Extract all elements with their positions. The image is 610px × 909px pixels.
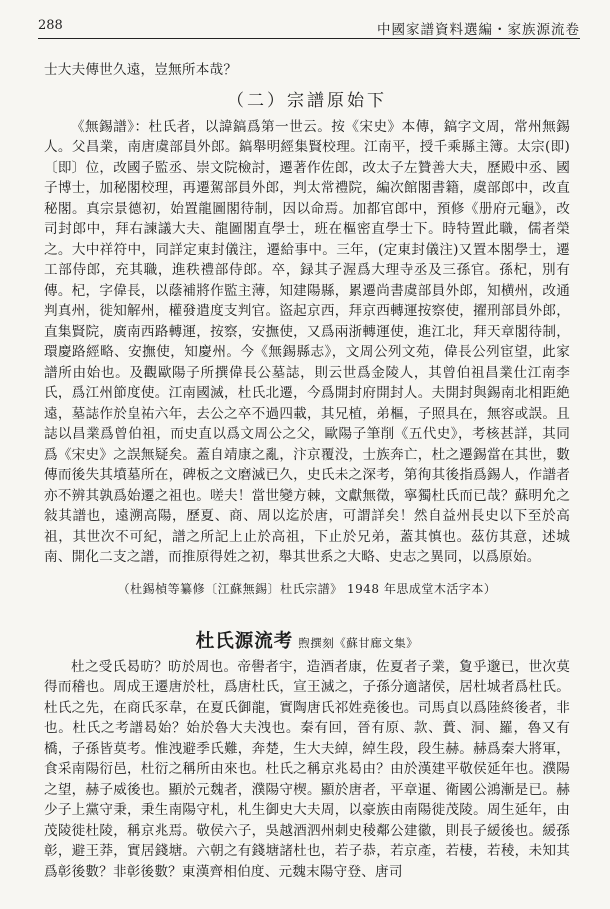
page-body xyxy=(44,60,570,882)
article-title: 杜氏源流考 xyxy=(195,630,294,652)
running-title: 中國家譜資料選編・家族源流卷 xyxy=(377,22,580,38)
paragraph-du-origin: 杜之受氏曷昉？昉於周也。帝嚳者宇，造酒者康，佐夏者子業，夐乎邈已，世次莫得而稽也。周成王遷唐於杜，爲唐杜氏，宣王滅之，子孫分適諸侯，居杜城者爲杜氏。杜氏之先，在商氏豕韋，在夏氏御龍，實陶唐氏祁姓堯後也。司馬貞以爲陸終後者，非也。杜氏之考譜曷始？始於魯大夫洩也。秦有回，晉有原、款、蕢、洞、羅，魯又有橋，子孫皆莫考。惟洩避季氏難，奔楚，生大夫綽，綽生段，段生赫。赫爲秦大將軍，食采南陽衍邑，杜衍之稱所由來也。杜氏之稱京兆曷由？由於漢建平敬侯延年也。濮陽之望，赫子威後也。顯於元魏者，濮陽守楔。顯於唐者，平章暹、衛國公鴻漸是已。赫少子上黨守秉，秉生南陽守札，札生御史大夫周，以豪族由南陽徙茂陵。周生延年，由茂陵徙杜陵，稱京兆焉。敬侯六子，吳越酒泗州刺史稜鄰公建徽，則長子緩後也。緩孫彰，避王莽，實居錢塘。六朝之有錢塘諸杜也，若子恭，若京產，若棲，若稜，未知其爲彰後數？非彰後數？東漢齊相伯度、元魏末陽守登、唐司 xyxy=(44,658,570,880)
running-header xyxy=(38,16,580,38)
article-title-note: 煦撰刻《蘇甘廊文集》 xyxy=(298,635,419,650)
opening-line: 士大夫傳世久遠，豈無所本哉？ xyxy=(44,62,238,78)
paragraph-wuxi-genealogy: 《無錫譜》：杜氏者，以諱鎬爲第一世云。按《宋史》本傳，鎬字文周，常州無錫人。父昌業，南唐虞部員外郎。鎬舉明經集賢校理。江南平，授千乘縣主簿。太宗(即)〔即〕位，改國子監丞、崇文院檢討，遷著作佐郎，改太子左贊善大夫，歷殿中丞、國子博士，加秘閣校理，再遷駕部員外郎，判太常禮院，編次館閣書籍，虞部郎中，改直秘閣。真宗景德初，始置龍圖閣待制，因以命焉。加都官郎中，預修《册府元龜》，改司封郎中，拜右諫議大夫、龍圖閣直學士，班在樞密直學士下。時特置此職，儒者榮之。大中祥符中，同詳定東封儀注，遷給事中。三年，(定東封儀注)又置本閣學士，遷工部侍郎，充其職，進秩禮部侍郎。卒，録其子渥爲大理寺丞及三孫官。孫杞，別有傳。杞，字偉長，以蔭補將作監主薄，知建陽縣，累遷尚書虞部員外郎，知横州，改通判真州，徙知解州，權發遣度支判官。盜起京西，拜京西轉運按察使，擢刑部員外郎，直集賢院，廣南西路轉運，按察，安撫使，又爲兩浙轉運使，進江北，拜天章閣待制，環慶路經略、安撫使，知慶州。今《無錫縣志》，文周公列文苑，偉長公列宦望，此家譜所由始也。及觀歐陽子所撰偉長公墓誌，則云世爲金陵人，其曾伯祖昌業仕江南李氏，爲江州節度使。江南國滅，杜氏北遷，今爲開封府開封人。夫開封與錫南北相距絶遠，墓誌作於皇祐六年，去公之卒不過四載，其兄植，弟樞，子照具在，無容或誤。且誌以昌業爲曾伯祖，而史直以爲文周公之父，歐陽子筆削《五代史》，考核甚詳，其同爲《宋史》之誤無疑矣。蓋自靖康之亂，汴京覆没，士族奔亡，杜之遷錫當在其世，數傳而後失其墳墓所在，碑板之文磨滅已久，史氏未之深考，第徇其後指爲錫人，作譜者亦不辨其孰爲始遷之祖也。嗟夫！當世變方棘，文獻無徵，寧獨杜氏而已哉？蘇明允之敍其譜也，遠溯高陽，歷夏、商、周以迄於唐，可謂詳矣！然自益州長史以下至於高祖，其世次不可紀，譜之所記上止於高祖，下止於兄弟，蓋其慎也。茲仿其意，述城南、開化二支之譜，而推原得姓之初，舉其世系之大略、史志之異同，以爲原始。 xyxy=(44,118,570,565)
section-heading: （二）宗譜原始下 xyxy=(227,90,387,111)
header-rule xyxy=(38,38,580,39)
article-title-block xyxy=(44,627,570,653)
source-caption: （杜錫楨等纂修〔江蘇無錫〕杜氏宗譜》 1948 年思成堂木活字本） xyxy=(117,581,497,596)
page-number: 288 xyxy=(38,18,63,33)
